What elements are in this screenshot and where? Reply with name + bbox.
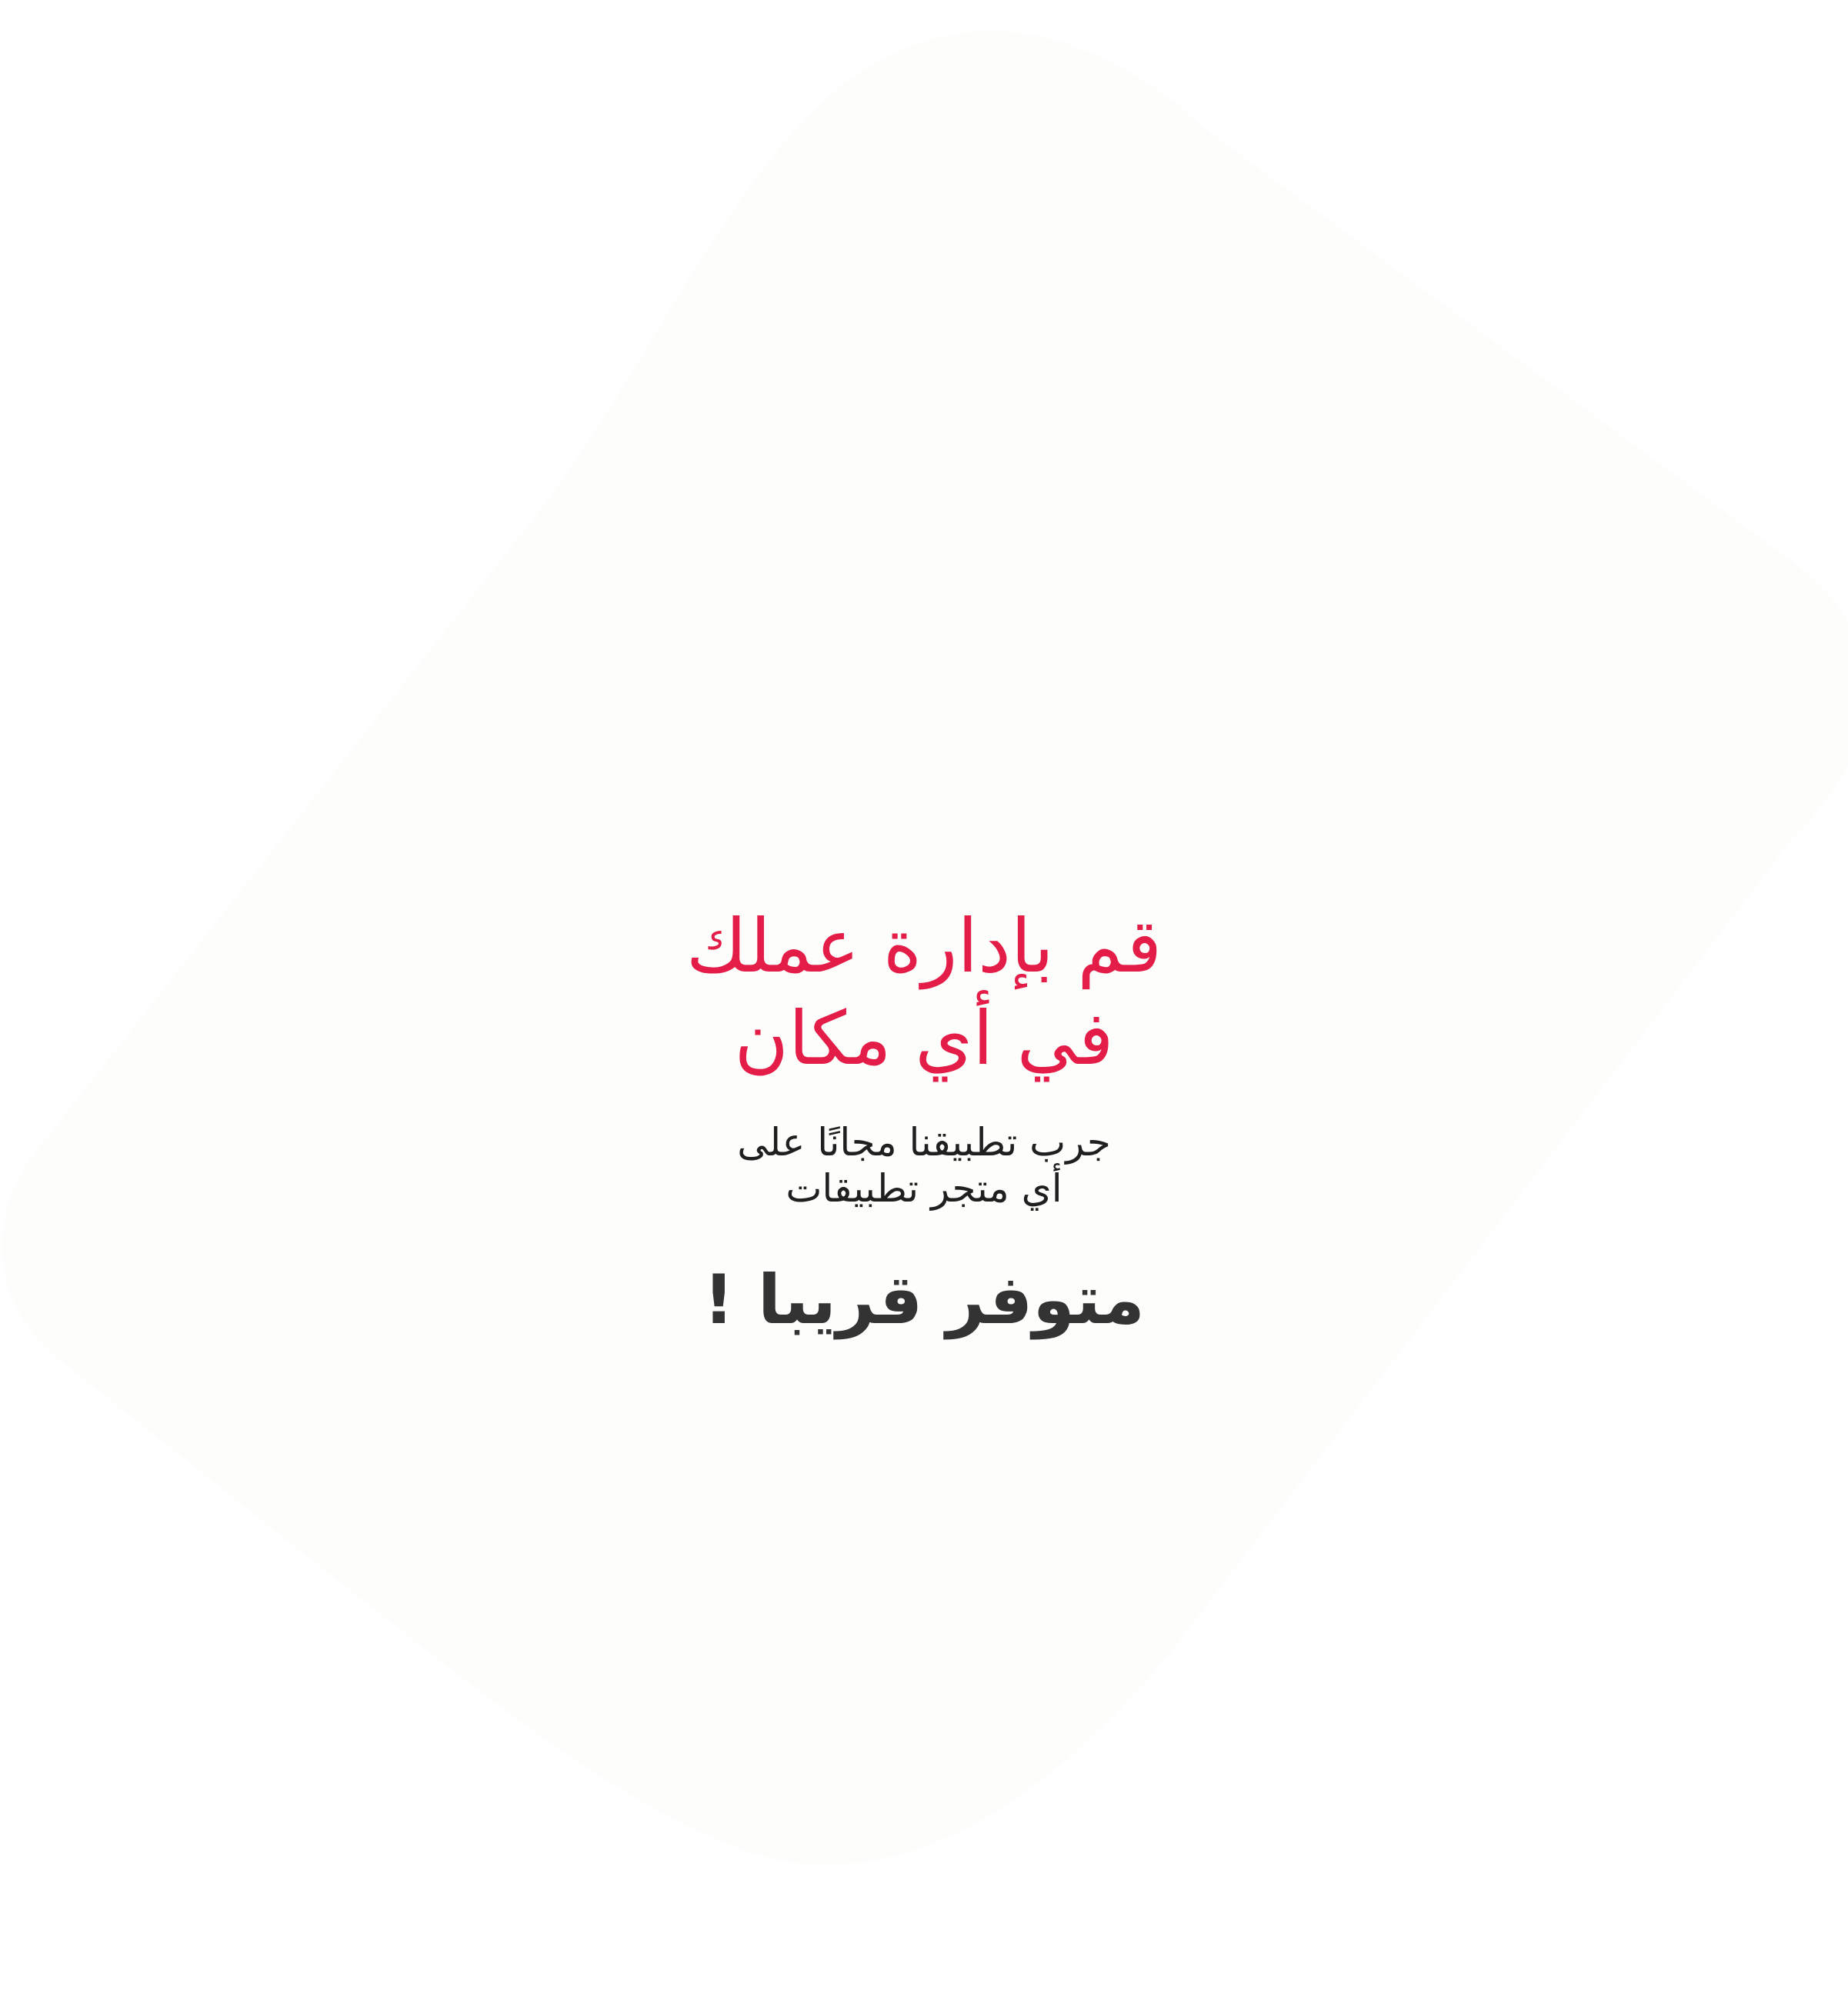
headline-line-2: في أي مكان bbox=[734, 995, 1114, 1082]
hero-subline bbox=[0, 1119, 1848, 1212]
subline-line-2: أي متجر تطبيقات bbox=[786, 1166, 1062, 1211]
hero-headline bbox=[0, 900, 1848, 1085]
coming-soon-label: متوفر قريبا ! bbox=[703, 1260, 1145, 1339]
headline-line-1: قم بإدارة عملك bbox=[685, 903, 1163, 989]
hero-section bbox=[0, 900, 1848, 1342]
subline-line-1: جرب تطبيقنا مجانًا على bbox=[737, 1120, 1111, 1165]
